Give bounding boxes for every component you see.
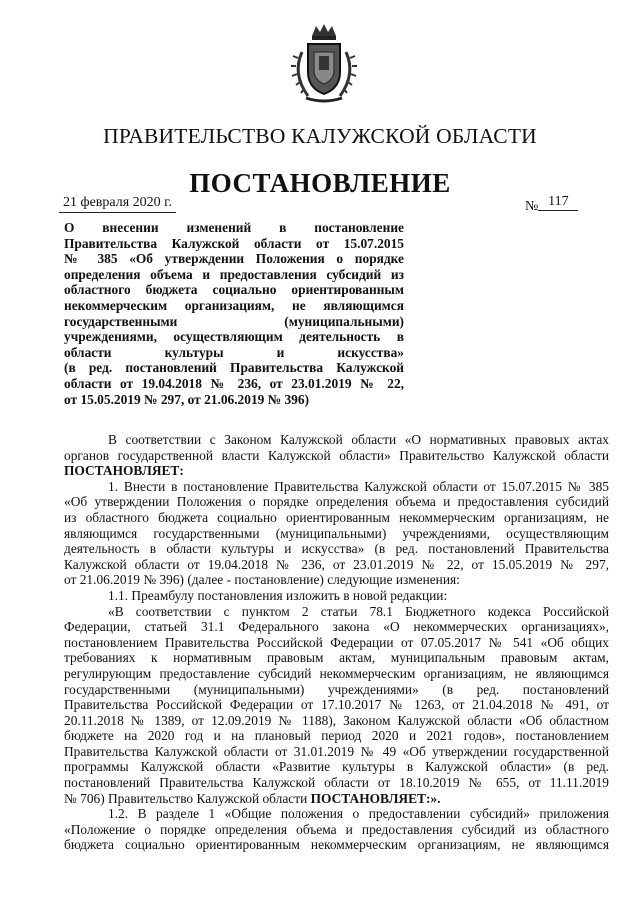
body-line-text: № 706) Правительство Калужской области — [64, 790, 311, 806]
body-line: органов государственной власти Калужской области» Правительство Калужской области — [64, 447, 609, 463]
subject-line: (в ред. постановлений Правительства Калужской — [64, 360, 404, 376]
body-line: В соответствии с Законом Калужской области «О нормативных правовых актах — [108, 432, 609, 447]
body-line: регулирующим предоставление субсидий некоммерческим организациям, не являющимся — [64, 665, 609, 681]
body-line: постановлением Правительства Российской Федерации от 07.05.2017 № 541 «Об общих — [64, 634, 609, 650]
subject-line: областного бюджета социально ориентированным — [64, 282, 404, 298]
body-line: бюджета социально ориентированным некоммерческим организациям, не являющимся — [64, 837, 609, 853]
body-line: Калужской области от 19.04.2018 № 236, от 23.01.2019 № 22, от 15.05.2019 № 297, — [64, 556, 609, 572]
body-line: 1.2. В разделе 1 «Общие положения о предоставлении субсидий» приложения — [108, 806, 609, 822]
subject-line: некоммерческим организациям, не являющимся — [64, 297, 404, 313]
body-line: «Положение о порядке определения объема и предоставления субсидий из областного — [64, 821, 609, 837]
decree-word: ПОСТАНОВЛЯЕТ:». — [310, 790, 441, 806]
subject-line: О внесении изменений в постановление — [64, 220, 404, 235]
body-line: постановлений Правительства Калужской области от 18.10.2019 № 655, от 11.11.2019 — [64, 775, 609, 791]
government-name: ПРАВИТЕЛЬСТВО КАЛУЖСКОЙ ОБЛАСТИ — [103, 124, 537, 148]
body-line: «Об утверждении Положения о порядке определения объема и предоставления субсидий — [64, 494, 609, 510]
body-line: «В соответствии с пунктом 2 статьи 78.1 Бюджетного кодекса Российской — [108, 603, 609, 619]
document-number — [525, 194, 578, 216]
body-line: деятельность в области культуры и искусства» (в ред. постановлений Правительства — [64, 541, 609, 557]
body-line: от 21.06.2019 № 396) (далее - постановление) следующие изменения: — [64, 572, 460, 588]
subject-line: государственными (муниципальными) — [64, 313, 404, 329]
subject-line: № 385 «Об утверждении Положения о порядке — [64, 251, 404, 267]
subject-line: учреждениями, осуществляющим деятельность в — [64, 329, 404, 345]
body-line: Правительства Российской Федерации от 17.10.2017 № 1263, от 21.04.2018 № 491, от — [64, 697, 609, 713]
document-type-title: ПОСТАНОВЛЕНИЕ — [189, 168, 451, 198]
body-line: государственными (муниципальными) учреждениями» (в ред. постановлений — [64, 681, 609, 697]
body-line-with-decree — [64, 791, 609, 807]
number-value: 117 — [538, 194, 578, 211]
document-date: 21 февраля 2020 г. — [59, 195, 176, 213]
body-line: программы Калужской области «Развитие культуры в Калужской области» (в ред. — [64, 759, 609, 775]
body-line: 20.11.2018 № 1389, от 12.09.2019 № 1188), Законом Калужской области «Об областном — [64, 712, 609, 728]
coat-of-arms-emblem — [288, 22, 360, 104]
subject-line: определения объема и предоставления субсидий из — [64, 266, 404, 282]
body-line: 1. Внести в постановление Правительства Калужской области от 15.07.2015 № 385 — [108, 478, 609, 494]
body-line: ПОСТАНОВЛЯЕТ: — [64, 463, 184, 479]
subject-line: от 15.05.2019 № 297, от 21.06.2019 № 396) — [64, 391, 310, 407]
body-line: 1.1. Преамбулу постановления изложить в новой редакции: — [108, 587, 448, 603]
document-body — [64, 432, 609, 853]
subject-line: Правительства Калужской области от 15.07.2015 — [64, 235, 404, 251]
document-subject — [64, 220, 404, 407]
body-line: Федерации, статьей 31.1 Федерального закона «О некоммерческих организациях», — [64, 619, 609, 635]
subject-line: области от 19.04.2018 № 236, от 23.01.2019 № 22, — [64, 375, 404, 391]
body-line: являющимся государственными (муниципальными) учреждениями, осуществляющим — [64, 525, 609, 541]
body-line: Правительства Калужской области от 31.01.2019 № 49 «Об утверждении государственной — [64, 743, 609, 759]
body-line: требованиях к нормативным правовым актам, муниципальным правовым актам, — [64, 650, 609, 666]
body-line: из областного бюджета социально ориентированным некоммерческим организациям, не — [64, 509, 609, 525]
body-line: бюджете на 2020 год и на плановый период 2020 и 2021 годов», постановлением — [64, 728, 609, 744]
subject-line: области культуры и искусства» — [64, 344, 404, 360]
number-label: № — [525, 199, 539, 214]
